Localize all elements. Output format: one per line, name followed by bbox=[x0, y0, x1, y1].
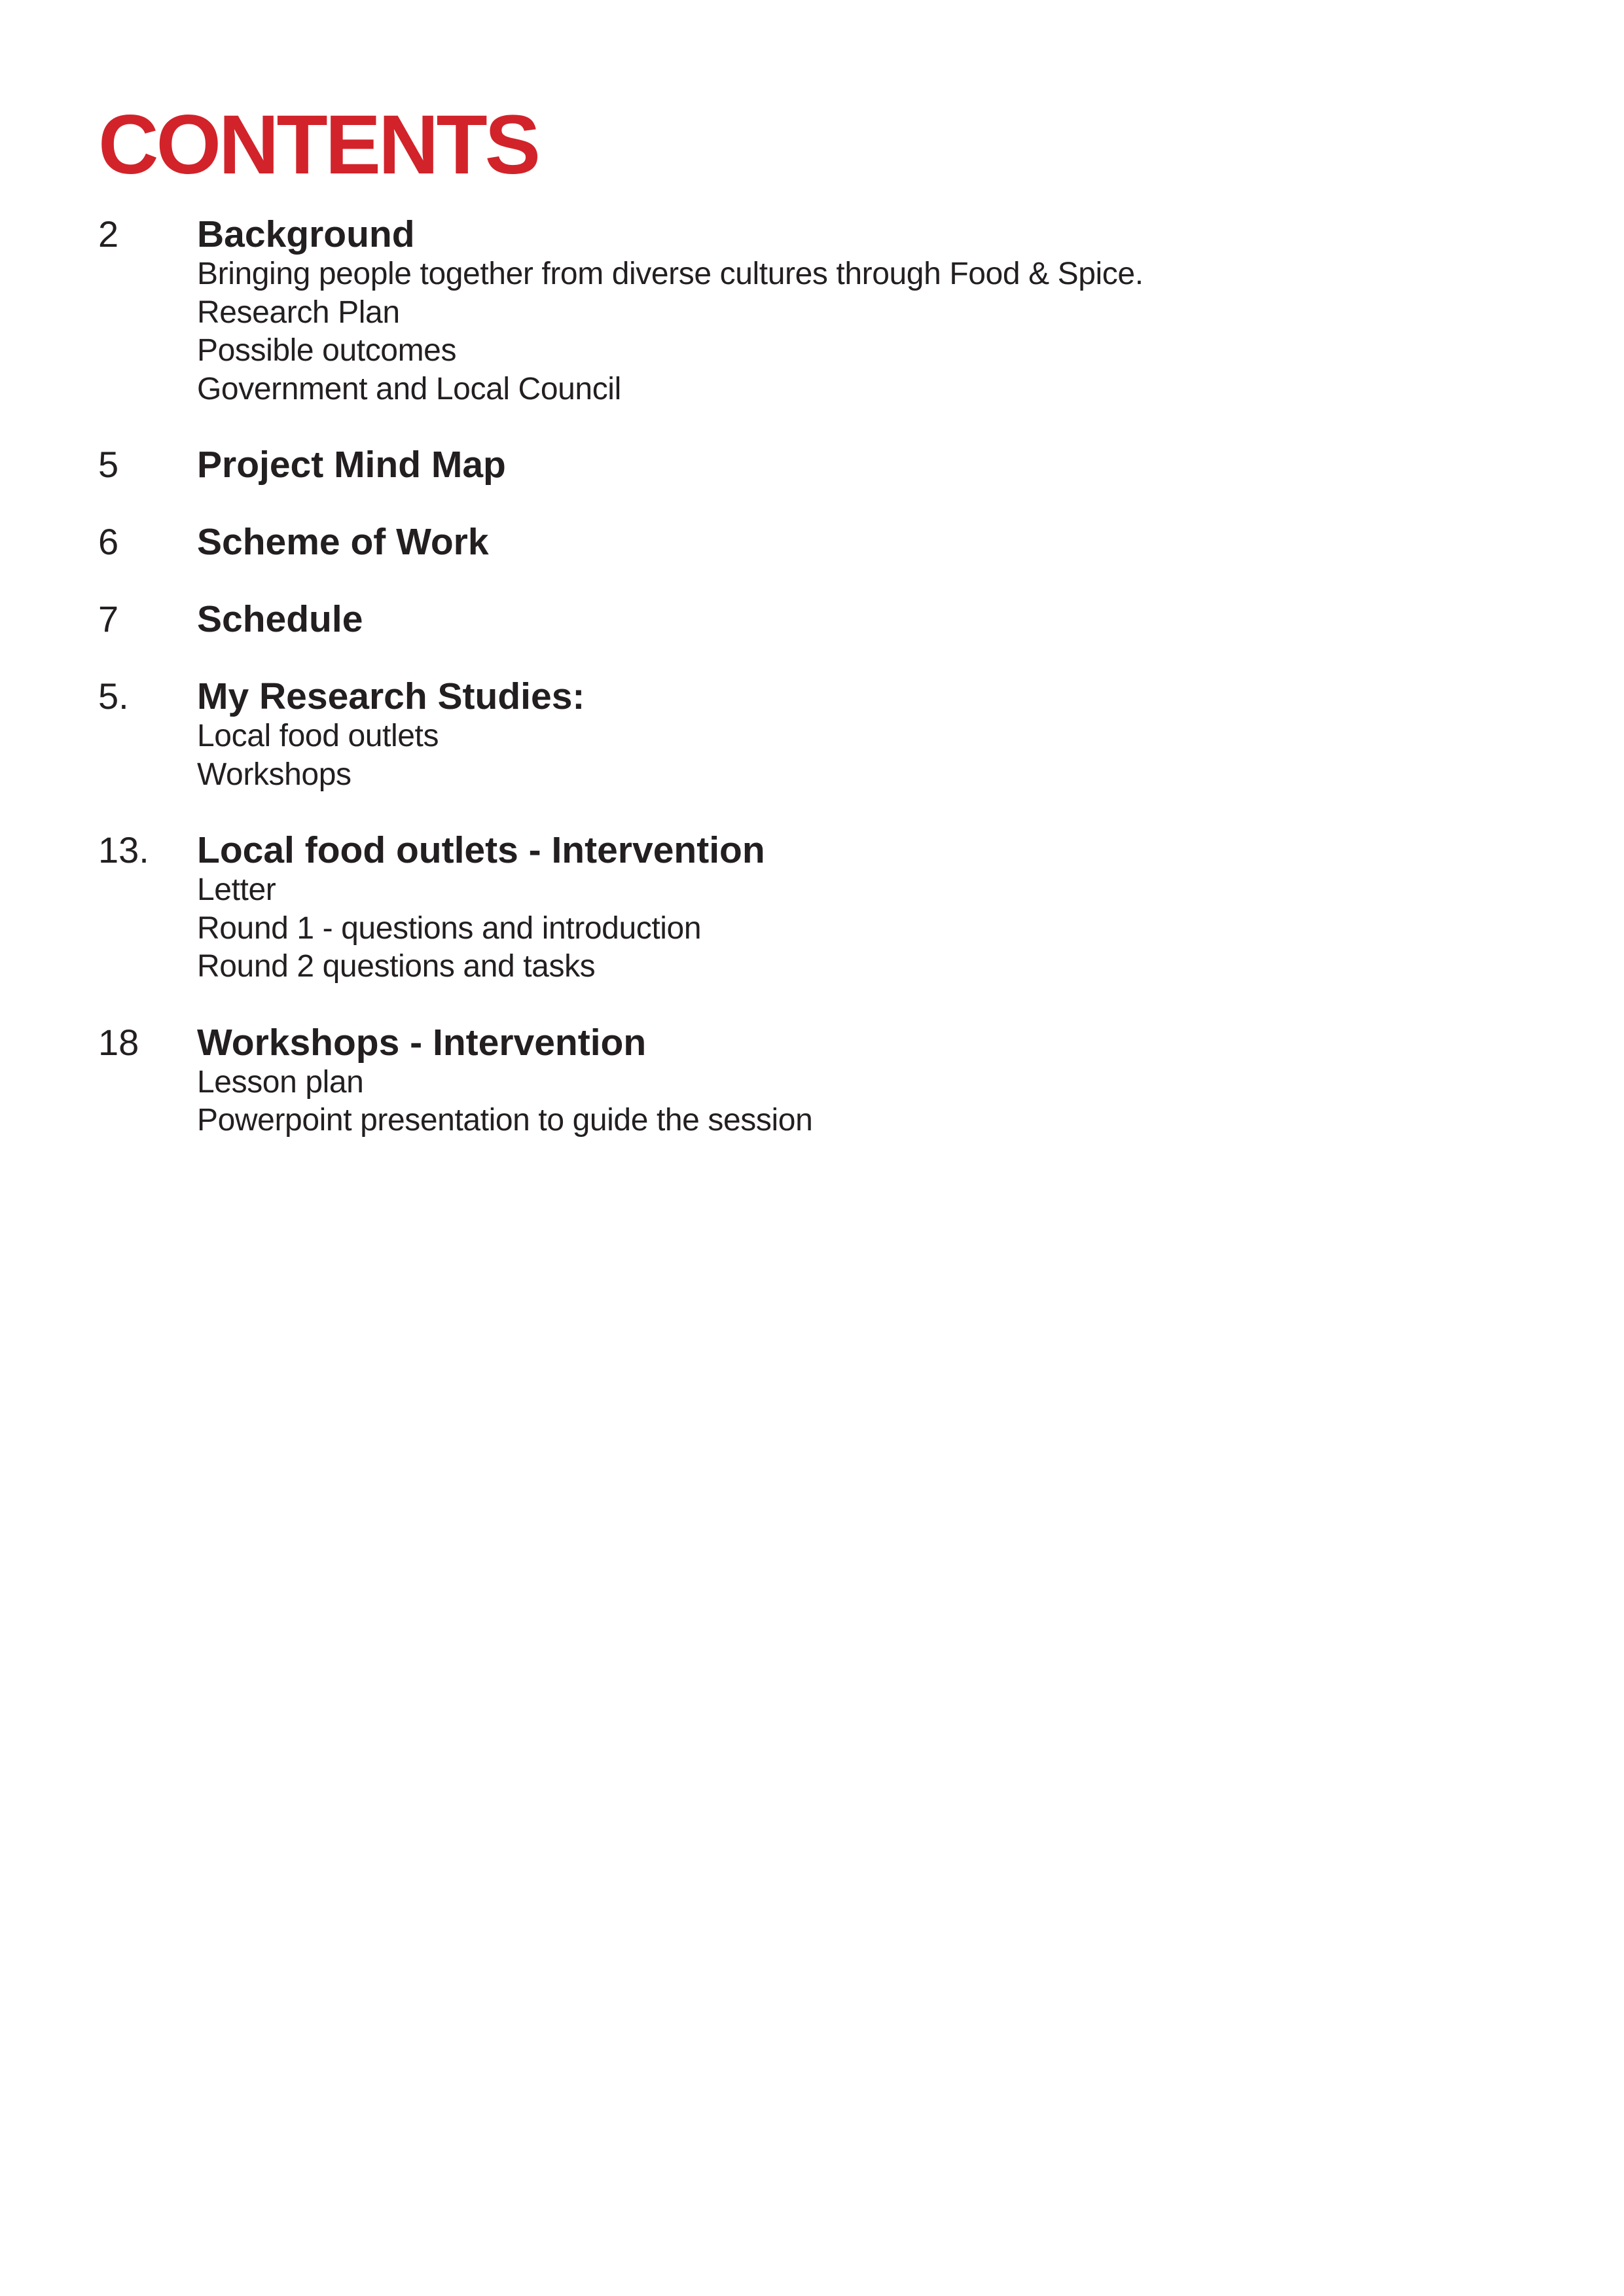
toc-subitems bbox=[197, 717, 1538, 794]
toc-entry-project-mind-map bbox=[98, 444, 1538, 486]
toc-entry-local-food-outlets-intervention bbox=[98, 829, 1538, 986]
toc-heading: Project Mind Map bbox=[197, 444, 506, 486]
toc-entry-body bbox=[197, 521, 1538, 563]
toc-subitem: Local food outlets bbox=[197, 719, 439, 753]
toc-heading: Local food outlets - Intervention bbox=[197, 829, 765, 871]
toc-entry-body bbox=[197, 1022, 1538, 1140]
toc-page-number: 18 bbox=[98, 1021, 139, 1063]
toc-subitems bbox=[197, 255, 1538, 408]
toc-entry-schedule bbox=[98, 598, 1538, 640]
toc-entry-background bbox=[98, 213, 1538, 408]
toc-heading: Background bbox=[197, 213, 415, 255]
toc-subitem: Research Plan bbox=[197, 295, 400, 330]
toc-subitems bbox=[197, 871, 1538, 986]
toc-subitem: Powerpoint presentation to guide the session bbox=[197, 1103, 813, 1138]
toc-entry-my-research-studies bbox=[98, 675, 1538, 794]
toc-subitems bbox=[197, 1064, 1538, 1140]
toc-entry-scheme-of-work bbox=[98, 521, 1538, 563]
toc-entry-body bbox=[197, 444, 1538, 486]
toc-page-number: 7 bbox=[98, 598, 119, 639]
toc-heading: Workshops - Intervention bbox=[197, 1021, 647, 1064]
toc-heading: Scheme of Work bbox=[197, 521, 489, 563]
toc-page-number: 6 bbox=[98, 521, 119, 562]
toc-entry-body bbox=[197, 598, 1538, 640]
toc-entry-workshops-intervention bbox=[98, 1022, 1538, 1140]
toc-subitem: Letter bbox=[197, 872, 276, 907]
toc-heading: Schedule bbox=[197, 598, 363, 640]
toc-subitem: Bringing people together from diverse cultures through Food & Spice. bbox=[197, 257, 1144, 291]
toc-heading: My Research Studies: bbox=[197, 675, 585, 717]
page-title: CONTENTS bbox=[98, 98, 538, 192]
table-of-contents bbox=[98, 213, 1538, 1175]
toc-entry-body bbox=[197, 213, 1538, 408]
toc-page-number: 2 bbox=[98, 213, 119, 255]
toc-subitem: Government and Local Council bbox=[197, 371, 621, 406]
toc-subitem: Round 1 - questions and introduction bbox=[197, 910, 702, 946]
toc-page-number: 5 bbox=[98, 444, 119, 485]
toc-subitem: Lesson plan bbox=[197, 1064, 364, 1100]
toc-subitem: Workshops bbox=[197, 757, 352, 792]
toc-entry-body bbox=[197, 675, 1538, 794]
toc-page-number: 13. bbox=[98, 829, 149, 870]
toc-entry-body bbox=[197, 829, 1538, 986]
toc-subitem: Possible outcomes bbox=[197, 333, 457, 368]
toc-page-number: 5. bbox=[98, 675, 129, 717]
toc-subitem: Round 2 questions and tasks bbox=[197, 949, 596, 984]
